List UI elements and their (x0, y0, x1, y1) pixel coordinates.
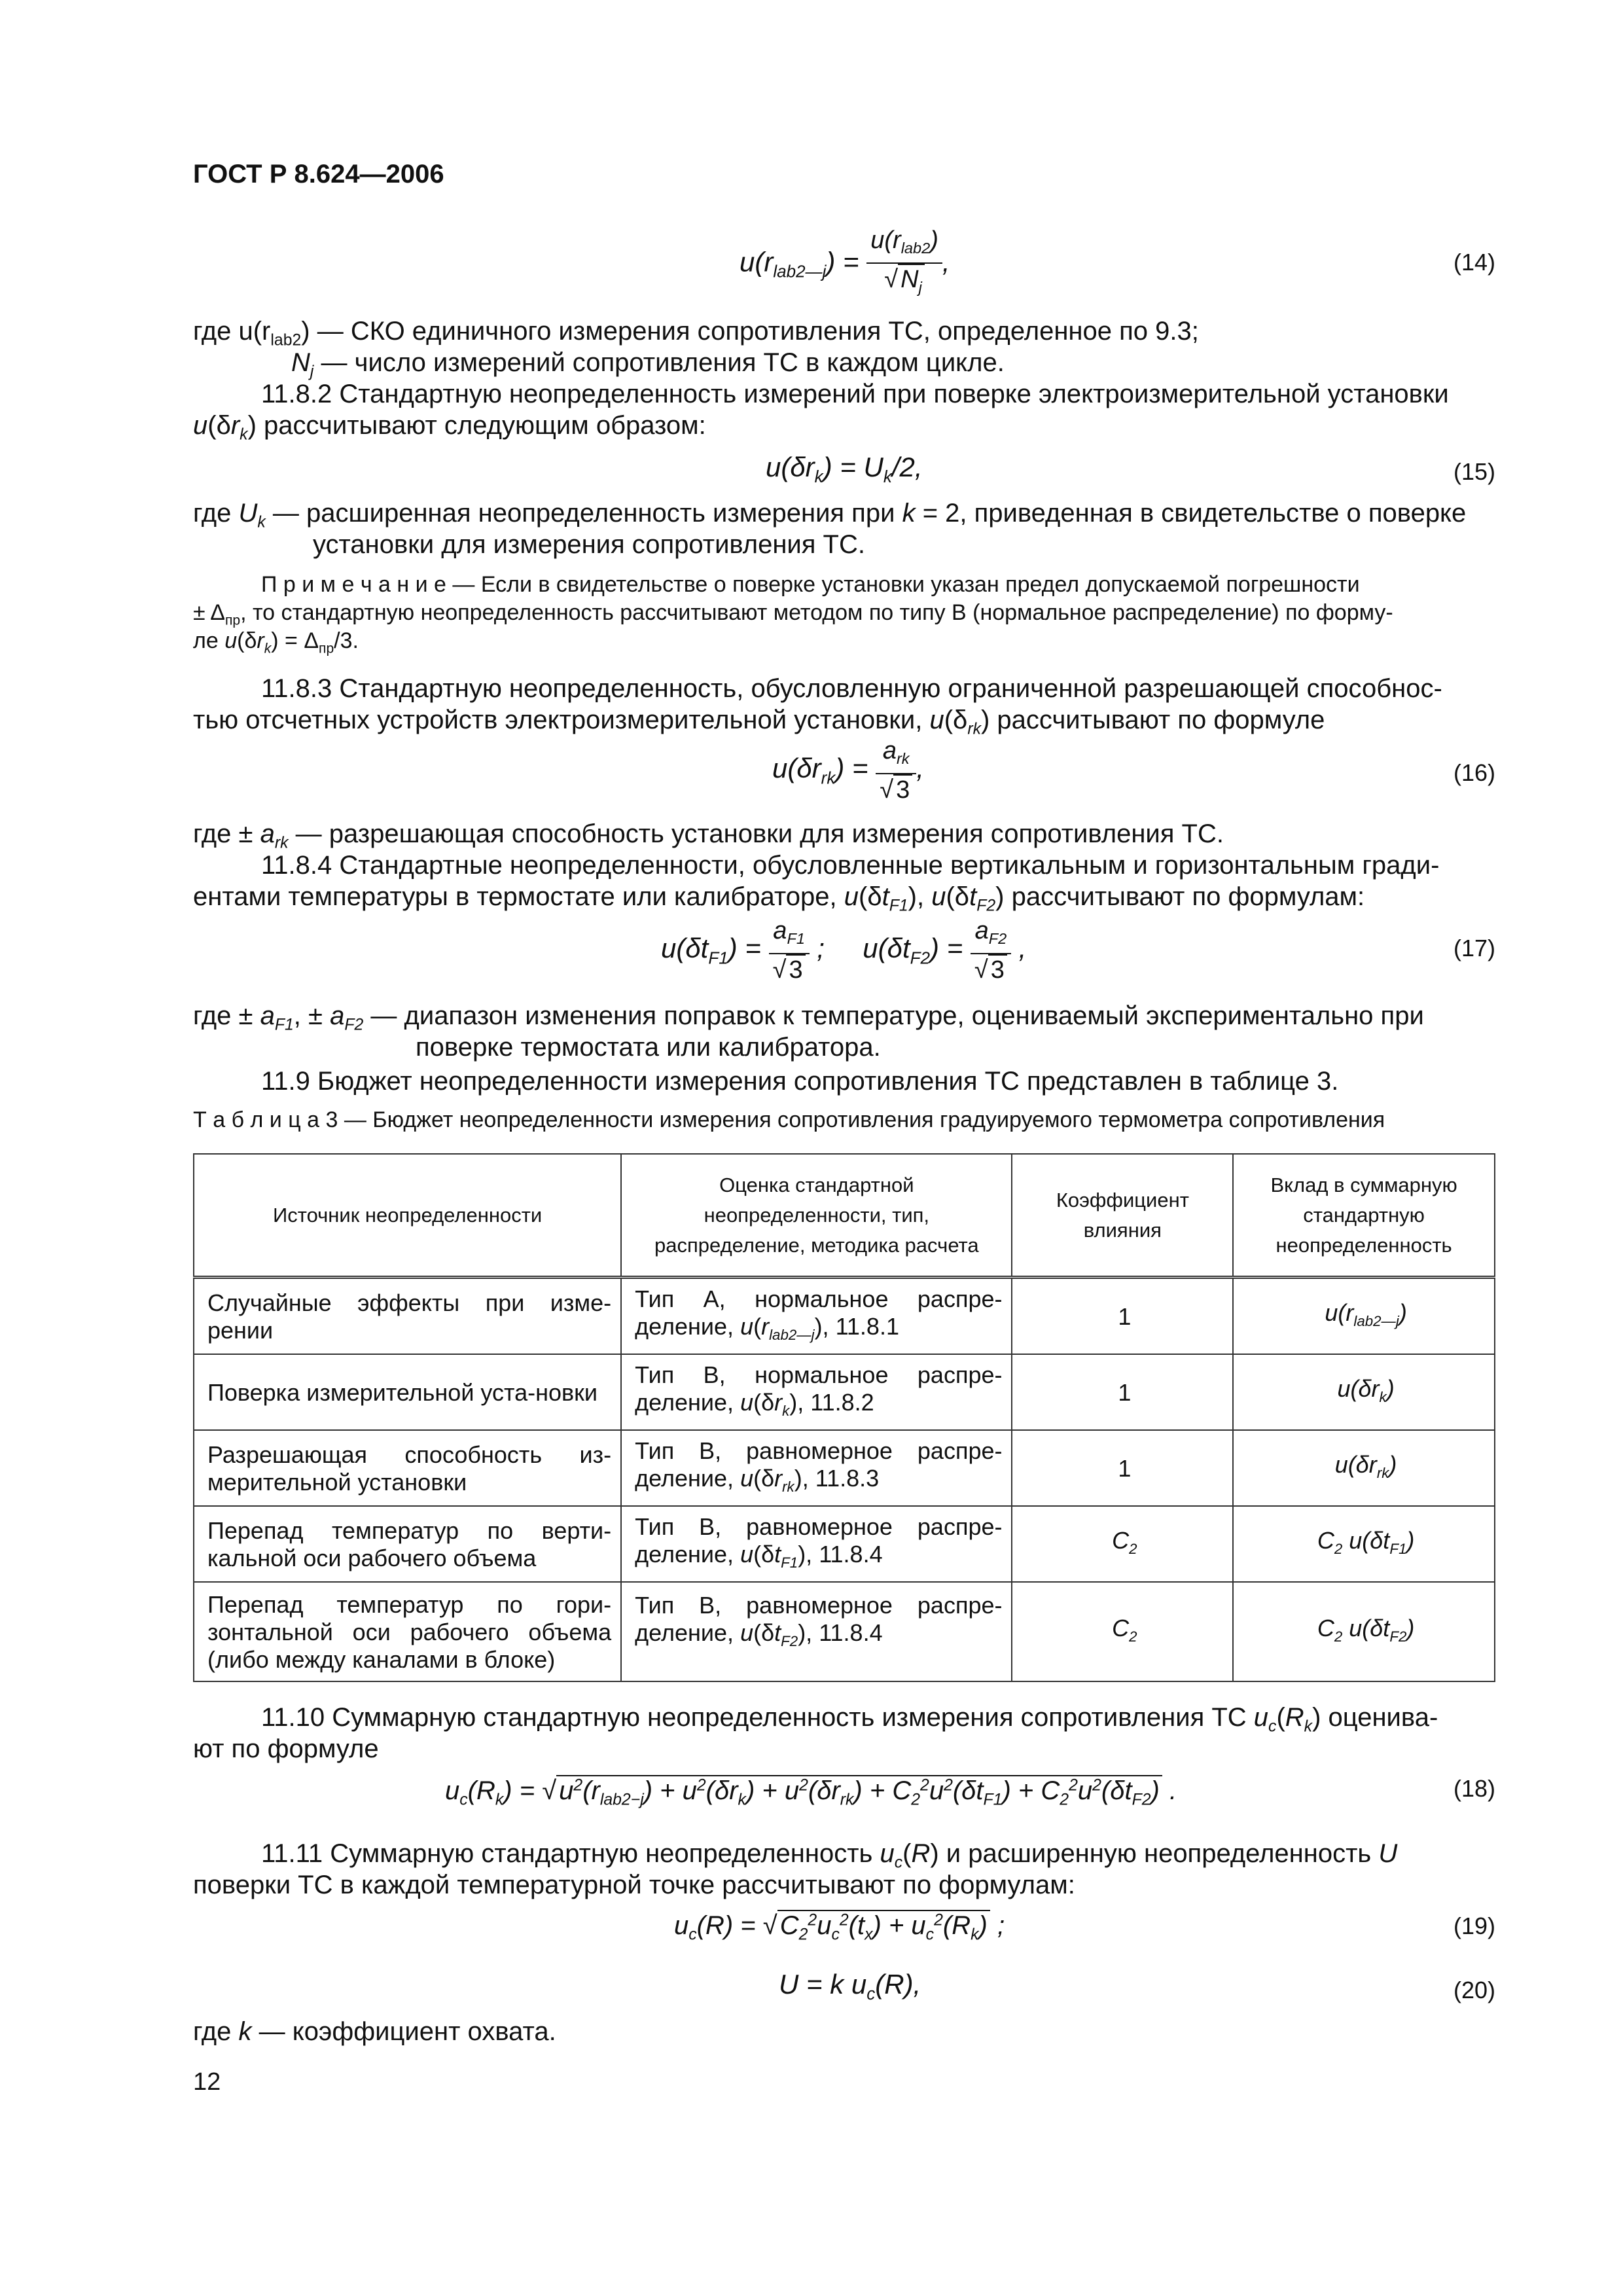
header-estimate: Оценка стандартной неопределенности, тип, распределение, методика расчета (621, 1154, 1012, 1278)
source-cell: Разрешающая способность из-мерительной установки (194, 1430, 621, 1506)
estimate-cell: Тип А, нормальное распре-деление, $u(r_{lab2—j})$, 11.8.1 (621, 1278, 1012, 1355)
where-block-14b: $N_j$ — число измерений сопротивления ТС в каждом цикле. (291, 348, 1005, 381)
coefficient-cell: 1 (1012, 1278, 1233, 1355)
estimate-cell: Тип В, нормальное распре-деление, $u(\delta r_k)$, 11.8.2 (621, 1354, 1012, 1430)
paragraph-11-8-4-cont: ентами температуры в термостате или калибраторе, $u(\delta t_{F1})$, $u(\delta t_{F2})$ рассчитывают по формулам: (193, 882, 1365, 915)
contribution-cell: $u(\delta r_k)$ (1233, 1354, 1495, 1430)
equation-number: (17) (1453, 935, 1495, 961)
equation-20: U = k $u_c(R)$, (779, 1969, 921, 2004)
equation-number: (15) (1453, 458, 1495, 485)
where-block-15b: установки для измерения сопротивления ТС. (313, 530, 865, 559)
table-row (194, 1506, 1495, 1582)
coefficient-cell: 1 (1012, 1430, 1233, 1506)
coefficient-cell: $C_2$ (1012, 1506, 1233, 1582)
equation-15: $u(\delta r_k) = U_k/2$, (766, 452, 923, 487)
coefficient-cell: $C_2$ (1012, 1582, 1233, 1681)
table-title: Т а б л и ц а 3 — Бюджет неопределенности измерения сопротивления градуируемого термометра сопротивления (193, 1107, 1385, 1132)
uncertainty-budget-table (193, 1153, 1495, 1682)
equation-number: (14) (1453, 249, 1495, 276)
equation-number: (18) (1453, 1775, 1495, 1802)
paragraph-11-10: 11.10 Суммарную стандартную неопределенность измерения сопротивления ТС $u_c(R_k)$ оценива- (261, 1703, 1438, 1736)
estimate-cell: Тип В, равномерное распре-деление, $u(\delta r_{rk})$, 11.8.3 (621, 1430, 1012, 1506)
paragraph-11-11-cont: поверки ТС в каждой температурной точке рассчитывают по формулам: (193, 1871, 1075, 1899)
where-block-20: где k — коэффициент охвата. (193, 2017, 556, 2046)
page-number: 12 (193, 2068, 221, 2096)
equation-18: $u_c(R_k)$ = √ $u^2(r_{lab2-j}) + u^2(\delta r_k) + u^2(\delta r_{rk}) + C_2^2u^2(\delta t_{F1}) + C_2^2u^2(\delta t_{F2})$ . (445, 1776, 1177, 1809)
paragraph-11-9: 11.9 Бюджет неопределенности измерения сопротивления ТС представлен в таблице 3. (261, 1067, 1339, 1096)
contribution-cell: $C_2$ $u(\delta t_{F2})$ (1233, 1582, 1495, 1681)
paragraph-11-8-2-cont: $u(\delta r_k)$ рассчитывают следующим образом: (193, 411, 706, 444)
equation-16: $u(\delta r_{rk})$ = $\frac{a_{rk}}{√ 3}$ , (772, 737, 924, 804)
paragraph-11-11: 11.11 Суммарную стандартную неопределенность $u_c(R)$ и расширенную неопределенность U (261, 1839, 1398, 1872)
where-block-14: где $u(r_{lab2})$ — СКО единичного измерения сопротивления ТС, определенное по 9.3; (193, 317, 1199, 350)
equation-number: (19) (1453, 1912, 1495, 1939)
table-row (194, 1278, 1495, 1355)
contribution-cell: $C_2$ $u(\delta t_{F1})$ (1233, 1506, 1495, 1582)
estimate-cell: Тип В, равномерное распре-деление, $u(\delta t_{F2})$, 11.8.4 (621, 1582, 1012, 1681)
header-coefficient: Коэффициент влияния (1012, 1154, 1233, 1278)
equation-number: (20) (1453, 1977, 1495, 2003)
paragraph-11-8-3-cont: тью отсчетных устройств электроизмерительной установки, $u(\delta_{rk})$ рассчитывают по формуле (193, 706, 1325, 738)
table-row (194, 1430, 1495, 1506)
table-row (194, 1582, 1495, 1681)
source-cell: Случайные эффекты при изме-рении (194, 1278, 621, 1355)
where-block-15: где $U_k$ — расширенная неопределенность измерения при k = 2, приведенная в свидетельстве о поверке (193, 499, 1467, 531)
where-block-17: где ± $a_{F1}$, ± $a_{F2}$ — диапазон изменения поправок к температуре, оцениваемый экспериментально при (193, 1001, 1424, 1034)
header-source: Источник неопределенности (194, 1154, 621, 1278)
table-header-row (194, 1154, 1495, 1278)
note-block-cont2: ле $u(\delta r_k) = \Delta_{пр}/3$. (193, 628, 359, 656)
where-block-16: где ± $a_{rk}$ — разрешающая способность установки для измерения сопротивления ТС. (193, 819, 1224, 852)
note-block-cont: ± $\Delta_{пр}$, то стандартную неопределенность рассчитывают методом по типу В (нормальное распределение) по форму- (193, 600, 1393, 628)
equation-19: $u_c(R)$ = √ $C_2^2u_c^2(t_x) + u_c^2(R_k)$ ; (674, 1911, 1005, 1944)
estimate-cell: Тип В, равномерное распре-деление, $u(\delta t_{F1})$, 11.8.4 (621, 1506, 1012, 1582)
table-row (194, 1354, 1495, 1430)
contribution-cell: $u(\delta r_{rk})$ (1233, 1430, 1495, 1506)
paragraph-11-8-4: 11.8.4 Стандартные неопределенности, обусловленные вертикальным и горизонтальным гради- (261, 851, 1440, 880)
contribution-cell: $u(r_{lab2—j})$ (1233, 1278, 1495, 1355)
header-contribution: Вклад в суммарную стандартную неопределенность (1233, 1154, 1495, 1278)
source-cell: Поверка измерительной уста-новки (194, 1354, 621, 1430)
paragraph-11-10-cont: ют по формуле (193, 1734, 379, 1763)
source-cell: Перепад температур по гори-зонтальной оси рабочего объема (либо между каналами в блоке) (194, 1582, 621, 1681)
equation-14: $u(r_{lab2—j})$ = $\frac{u(r_{lab2})}{√ N_j}$ , (740, 226, 950, 302)
document-header: ГОСТ Р 8.624—2006 (193, 160, 444, 188)
where-block-17b: поверке термостата или калибратора. (416, 1033, 881, 1062)
coefficient-cell: 1 (1012, 1354, 1233, 1430)
equation-number: (16) (1453, 759, 1495, 786)
note-block: П р и м е ч а н и е — Если в свидетельстве о поверке установки указан предел допускаемой погрешности (261, 572, 1360, 597)
paragraph-11-8-3: 11.8.3 Стандартную неопределенность, обусловленную ограниченной разрешающей способнос- (261, 674, 1442, 703)
source-cell: Перепад температур по верти-кальной оси рабочего объема (194, 1506, 621, 1582)
paragraph-11-8-2: 11.8.2 Стандартную неопределенность измерений при поверке электроизмерительной установки (261, 380, 1449, 408)
equation-17: $u(\delta t_{F1})$ = $\frac{a_{F1}}{√ 3}$ ; $u(\delta t_{F2})$ = $\frac{a_{F2}}{√ 3}$ , (661, 917, 1027, 984)
